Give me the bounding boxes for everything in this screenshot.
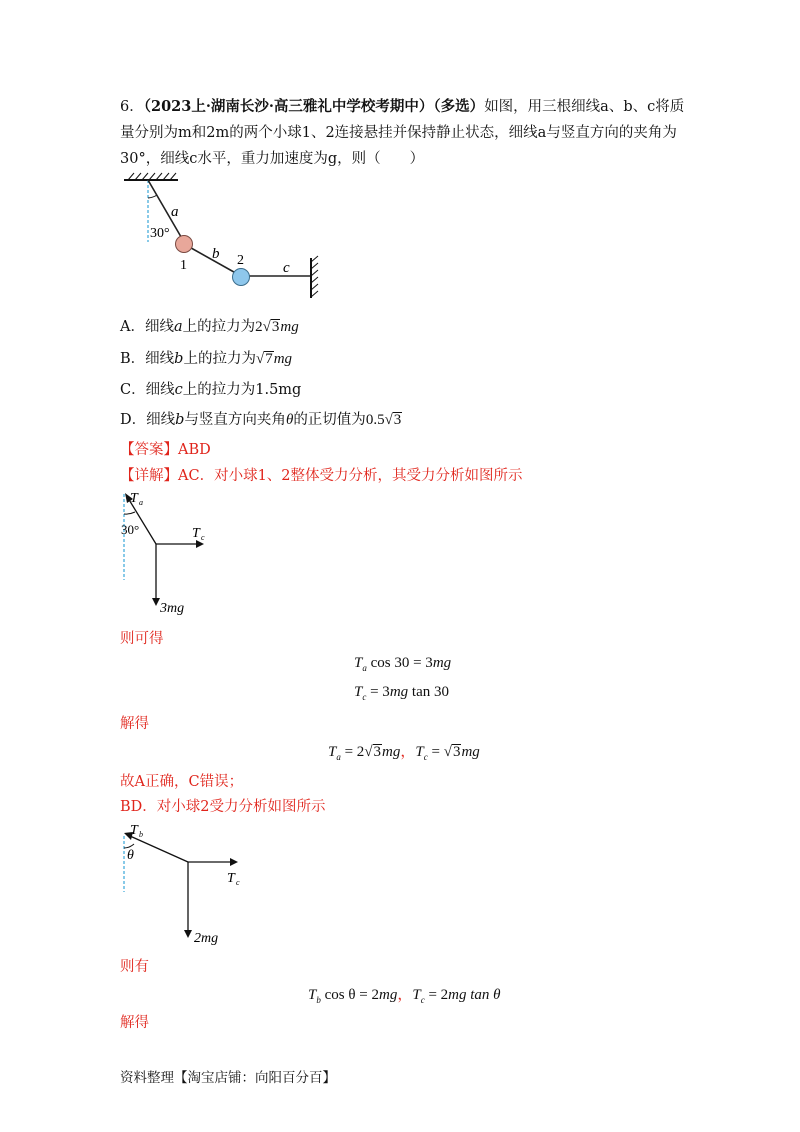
label-tc2: T xyxy=(227,871,235,886)
label-ball-2: 2 xyxy=(237,253,244,268)
label-tc2-sub: c xyxy=(236,878,240,887)
label-ball-1: 1 xyxy=(180,258,187,273)
figure-2-force-diagram xyxy=(118,488,228,618)
answer-line xyxy=(120,440,211,460)
option-c[interactable]: C．细线c上的拉力为1.5mg xyxy=(120,382,302,398)
step-3: 则有 xyxy=(120,959,149,975)
detail-tag: 【详解】 xyxy=(120,468,178,484)
label-tb-sub: b xyxy=(139,830,143,839)
option-b[interactable]: B．细线b上的拉力为√7mg xyxy=(120,351,293,367)
step-2: 解得 xyxy=(120,716,149,732)
question-line-3: 30°，细线c水平，重力加速度为g，则（ ） xyxy=(120,151,425,167)
question-number: 6． xyxy=(120,99,144,115)
label-2mg: 2mg xyxy=(194,931,219,946)
figure-3-force-diagram xyxy=(118,820,258,945)
step-1: 则可得 xyxy=(120,631,164,647)
question-line-2: 量分别为m和2m的两个小球1、2连接悬挂并保持静止状态，细线a与竖直方向的夹角为 xyxy=(120,125,677,141)
label-tc-sub: c xyxy=(201,533,205,542)
option-a[interactable]: A．细线a上的拉力为2√3mg xyxy=(120,319,299,335)
label-theta: θ xyxy=(127,848,134,863)
label-ta: T xyxy=(130,491,138,506)
label-c: c xyxy=(283,260,290,276)
equation-1: $T_a$ cos 30 = 3mg xyxy=(354,655,452,673)
ball-2 xyxy=(233,269,250,286)
conclusion-1: 故A正确，C错误； xyxy=(120,774,244,790)
bd-line: BD．对小球2受力分析如图所示 xyxy=(120,799,326,815)
question-source: （2023上·湖南长沙·高三雅礼中学校考期中）（多选） xyxy=(143,98,485,115)
figure-1-diagram xyxy=(118,170,318,300)
ball-1 xyxy=(176,236,193,253)
label-30: 30° xyxy=(121,522,140,537)
label-angle: 30° xyxy=(150,226,170,241)
label-3mg: 3mg xyxy=(160,601,185,616)
label-b: b xyxy=(212,246,220,262)
answer-tag: 【答案】 xyxy=(120,442,178,458)
detail-text: AC．对小球1、2整体受力分析，其受力分析如图所示 xyxy=(178,468,523,484)
label-ta-sub: a xyxy=(139,498,143,507)
label-tc: T xyxy=(192,526,200,541)
question-line-1 xyxy=(120,97,684,117)
option-d[interactable]: D．细线b与竖直方向夹角θ的正切值为0.5√3 xyxy=(120,412,402,428)
answer-value: ABD xyxy=(178,442,211,458)
step-4: 解得 xyxy=(120,1015,149,1031)
label-a: a xyxy=(171,204,179,220)
footer-text: 资料整理【淘宝店铺：向阳百分百】 xyxy=(120,1070,336,1086)
equation-2: $T_c = 3mg$ tan 30 xyxy=(354,684,449,702)
question-text-1: 如图，用三根细线a、b、c将质 xyxy=(484,99,685,115)
label-tb: T xyxy=(130,823,138,838)
equation-4: $T_b$ cos θ = 2mg，$T_c = 2mg$ tan θ xyxy=(308,987,501,1005)
detail-line xyxy=(120,466,523,486)
equation-3: $T_a = 2√3mg$，$T_c = √3mg$ xyxy=(328,744,480,762)
